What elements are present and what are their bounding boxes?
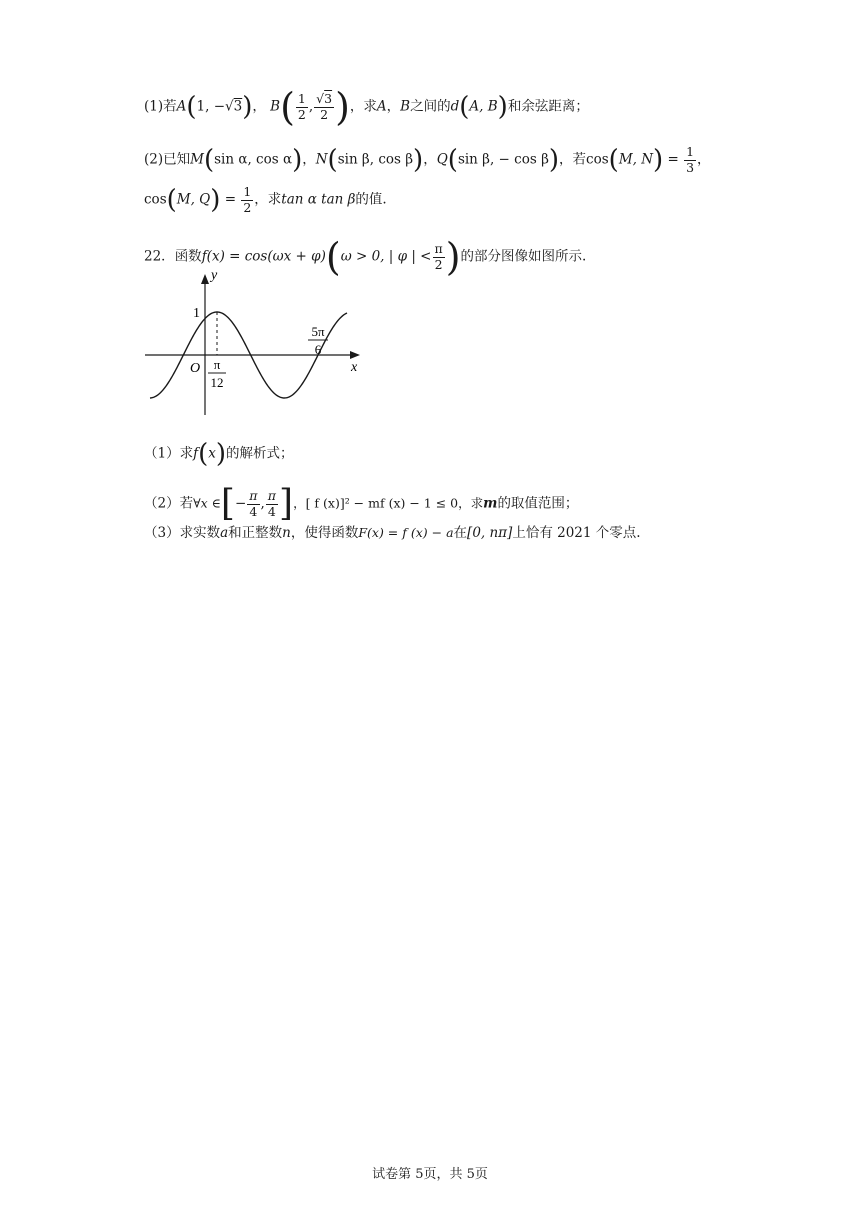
page-footer: 试卷第 5页，共 5页 [372, 1167, 488, 1182]
part-2-line-2: cos(M, Q) = $\frac{1}{2}$ ，求tan α tan β的值. [144, 184, 387, 215]
y-axis-arrow [201, 274, 209, 284]
b-y-fraction: $\frac{√3}{2}$ [316, 91, 333, 122]
question-number: 22． [144, 248, 175, 265]
x-axis-arrow [350, 351, 360, 359]
sub-question-1: （1）求f(x)的解析式； [144, 439, 294, 469]
sub-question-2: （2）若∀x ∈[− $\frac{\pi}{4}$ , $\frac{\pi}{4}$ ]，[ f (x)]² − mf (x) − 1 ≤ 0，求m的取值范围； [144, 483, 579, 524]
text-mid: ，求 [349, 98, 377, 115]
b-x-fraction: $\frac{1}{2}$ [297, 91, 306, 122]
part-1-line: (1)若A(1, −√3)， B( $\frac{1}{2}$ , $\frac{√3}{2}$ )，求A，B之间的d(A, B)和余弦距离； [144, 85, 589, 129]
sqrt-symbol: √ [225, 98, 234, 115]
val1-fraction: $\frac{1}{3}$ [686, 144, 695, 175]
origin-label: O [190, 361, 201, 376]
val2-fraction: $\frac{1}{2}$ [243, 184, 252, 215]
upper-bound-fraction: $\frac{\pi}{4}$ [267, 488, 277, 519]
point-a-root: 3 [233, 98, 243, 115]
tick2-num: 5π [311, 324, 325, 339]
x-axis-label: x [351, 360, 358, 375]
point-a-args: 1, − [196, 98, 226, 115]
tick1-den: 12 [210, 375, 224, 390]
d-expr: d [450, 98, 460, 115]
function-graph [140, 265, 370, 425]
point-a-name: A [176, 98, 187, 115]
tick1-num: π [213, 357, 221, 372]
max-value-label: 1 [193, 306, 200, 321]
point-b-name: B [270, 98, 281, 115]
part-2-line-1: (2)已知M(sin α, cos α)，N(sin β, cos β)，Q(sin β, − cos β)，若cos(M, N) = $\frac{1}{3}$ ， [144, 144, 711, 175]
part-2-label: (2)已知 [144, 151, 191, 168]
lower-bound-fraction: $\frac{\pi}{4}$ [249, 488, 258, 519]
question-22-line: 22．函数f(x) = cos(ωx + φ)(ω > 0, | φ | < $\frac{\pi}{2}$ )的部分图像如图所示. [144, 235, 587, 279]
sub-question-3: （3）求实数a和正整数n，使得函数F(x) = f (x) − a在[0, nπ]上恰有 2021 个零点. [144, 525, 641, 541]
text-end: 和余弦距离； [507, 98, 589, 115]
function-expr: f(x) = cos(ωx + φ) [201, 248, 326, 265]
text-between: 之间的 [410, 98, 451, 115]
y-axis-label: y [211, 268, 218, 283]
tan-expr: tan α tan β [281, 191, 356, 208]
cond-fraction: $\frac{\pi}{2}$ [434, 241, 443, 272]
sep-1: ， [252, 98, 266, 115]
part-1-label: (1)若 [144, 98, 177, 115]
tick2-den: 6 [314, 342, 322, 357]
